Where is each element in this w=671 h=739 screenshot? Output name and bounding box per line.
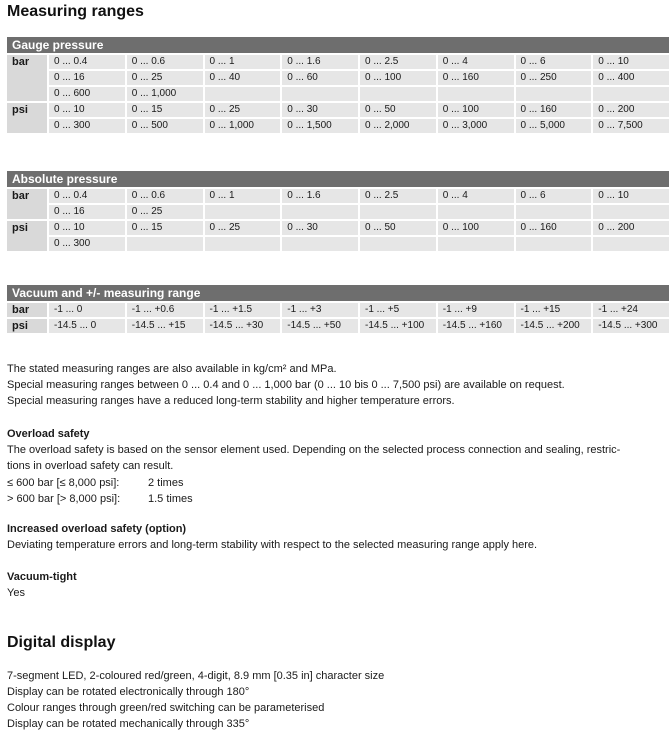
range-cell: 0 ... 250: [514, 69, 592, 85]
range-cell: [591, 235, 669, 251]
overload-row-2-value: 1.5 times: [148, 493, 193, 505]
range-cell: -1 ... +3: [280, 301, 358, 317]
range-cell: 0 ... 100: [358, 69, 436, 85]
overload-safety-title: Overload safety: [7, 428, 90, 440]
range-cell: -14.5 ... +100: [358, 317, 436, 333]
range-cell: 0 ... 16: [47, 203, 125, 219]
unit-label: bar: [7, 53, 47, 101]
range-cell: 0 ... 10: [47, 219, 125, 235]
absolute-pressure-table: [7, 171, 669, 251]
range-cell: 0 ... 25: [203, 219, 281, 235]
gauge-pressure-header: Gauge pressure: [7, 37, 669, 53]
range-cell: 0 ... 16: [47, 69, 125, 85]
unit-label: psi: [7, 219, 47, 251]
overload-row-1-value: 2 times: [148, 477, 184, 489]
unit-label: psi: [7, 101, 47, 133]
range-cell: 0 ... 1,500: [280, 117, 358, 133]
range-cell: [436, 235, 514, 251]
range-cell: [436, 203, 514, 219]
range-cell: [280, 203, 358, 219]
range-cell: -1 ... +0.6: [125, 301, 203, 317]
range-cell: 0 ... 6: [514, 53, 592, 69]
range-cell: [514, 85, 592, 101]
vacuum-range-grid: [7, 301, 669, 333]
display-line-3: Colour ranges through green/red switching can be parameterised: [7, 702, 325, 714]
range-cell: 0 ... 100: [436, 101, 514, 117]
range-cell: 0 ... 40: [203, 69, 281, 85]
range-cell: 0 ... 6: [514, 187, 592, 203]
range-cell: 0 ... 500: [125, 117, 203, 133]
range-cell: [280, 85, 358, 101]
range-cell: 0 ... 0.4: [47, 187, 125, 203]
range-cell: 0 ... 2,000: [358, 117, 436, 133]
range-cell: 0 ... 0.4: [47, 53, 125, 69]
note-special-stability: Special measuring ranges have a reduced long-term stability and higher temperature errors.: [7, 395, 455, 407]
gauge-pressure-grid: [7, 53, 669, 133]
range-cell: 0 ... 4: [436, 187, 514, 203]
range-cell: 0 ... 3,000: [436, 117, 514, 133]
range-cell: [591, 203, 669, 219]
range-cell: [203, 85, 281, 101]
range-cell: -1 ... +24: [591, 301, 669, 317]
display-line-2: Display can be rotated electronically through 180°: [7, 686, 250, 698]
range-cell: 0 ... 200: [591, 101, 669, 117]
range-cell: 0 ... 1.6: [280, 53, 358, 69]
range-cell: 0 ... 100: [436, 219, 514, 235]
range-cell: [203, 203, 281, 219]
range-cell: 0 ... 200: [591, 219, 669, 235]
gauge-pressure-table: [7, 37, 669, 133]
range-cell: -14.5 ... +30: [203, 317, 281, 333]
range-cell: 0 ... 10: [47, 101, 125, 117]
range-cell: 0 ... 5,000: [514, 117, 592, 133]
range-cell: 0 ... 160: [514, 101, 592, 117]
range-cell: 0 ... 60: [280, 69, 358, 85]
overload-row-1: [7, 475, 667, 491]
range-cell: 0 ... 25: [125, 69, 203, 85]
range-cell: [514, 203, 592, 219]
range-cell: -1 ... +9: [436, 301, 514, 317]
range-cell: -1 ... 0: [47, 301, 125, 317]
range-cell: 0 ... 1,000: [203, 117, 281, 133]
range-cell: -1 ... +15: [514, 301, 592, 317]
range-cell: 0 ... 1,000: [125, 85, 203, 101]
range-cell: 0 ... 50: [358, 219, 436, 235]
range-cell: 0 ... 30: [280, 101, 358, 117]
vacuum-range-table: [7, 285, 669, 333]
overload-safety-line2: tions in overload safety can result.: [7, 460, 174, 472]
range-cell: 0 ... 300: [47, 117, 125, 133]
range-cell: [280, 235, 358, 251]
range-cell: 0 ... 4: [436, 53, 514, 69]
range-cell: [514, 235, 592, 251]
vacuum-tight-title: Vacuum-tight: [7, 571, 77, 583]
vacuum-range-header: Vacuum and +/- measuring range: [7, 285, 669, 301]
range-cell: 0 ... 160: [514, 219, 592, 235]
measuring-ranges-title: Measuring ranges: [7, 3, 144, 20]
range-cell: 0 ... 25: [203, 101, 281, 117]
unit-label: bar: [7, 301, 47, 317]
increased-overload-text: Deviating temperature errors and long-term stability with respect to the selected measuring range apply here.: [7, 539, 538, 551]
range-cell: [436, 85, 514, 101]
range-cell: [125, 235, 203, 251]
range-cell: 0 ... 1.6: [280, 187, 358, 203]
range-cell: [358, 85, 436, 101]
range-cell: 0 ... 25: [125, 203, 203, 219]
absolute-pressure-grid: [7, 187, 669, 251]
range-cell: [358, 203, 436, 219]
range-cell: 0 ... 7,500: [591, 117, 669, 133]
display-line-1: 7-segment LED, 2-coloured red/green, 4-digit, 8.9 mm [0.35 in] character size: [7, 670, 385, 682]
range-cell: [591, 85, 669, 101]
display-line-4: Display can be rotated mechanically through 335°: [7, 718, 250, 730]
note-special-ranges: Special measuring ranges between 0 ... 0.4 and 0 ... 1,000 bar (0 ... 10 bis 0 ... 7,500 psi) are available on request.: [7, 379, 565, 391]
range-cell: 0 ... 0.6: [125, 187, 203, 203]
range-cell: -1 ... +5: [358, 301, 436, 317]
unit-label: bar: [7, 187, 47, 219]
range-cell: -1 ... +1.5: [203, 301, 281, 317]
range-cell: [203, 235, 281, 251]
range-cell: 0 ... 15: [125, 219, 203, 235]
range-cell: -14.5 ... +50: [280, 317, 358, 333]
range-cell: -14.5 ... +200: [514, 317, 592, 333]
range-cell: 0 ... 1: [203, 53, 281, 69]
range-cell: 0 ... 10: [591, 53, 669, 69]
increased-overload-title: Increased overload safety (option): [7, 523, 187, 535]
range-cell: 0 ... 2.5: [358, 53, 436, 69]
range-cell: -14.5 ... 0: [47, 317, 125, 333]
range-cell: 0 ... 400: [591, 69, 669, 85]
range-cell: 0 ... 30: [280, 219, 358, 235]
range-cell: 0 ... 0.6: [125, 53, 203, 69]
range-cell: 0 ... 50: [358, 101, 436, 117]
overload-row-2: [7, 491, 667, 507]
range-cell: 0 ... 160: [436, 69, 514, 85]
note-units: The stated measuring ranges are also available in kg/cm² and MPa.: [7, 363, 337, 375]
range-cell: -14.5 ... +160: [436, 317, 514, 333]
range-cell: [358, 235, 436, 251]
overload-row-1-key: ≤ 600 bar [≤ 8,000 psi]:: [7, 477, 120, 489]
overload-safety-line1: The overload safety is based on the sensor element used. Depending on the selected process connection and sealing, restric-: [7, 444, 621, 456]
digital-display-title: Digital display: [7, 634, 116, 651]
range-cell: 0 ... 600: [47, 85, 125, 101]
range-cell: 0 ... 300: [47, 235, 125, 251]
range-cell: 0 ... 1: [203, 187, 281, 203]
vacuum-tight-value: Yes: [7, 587, 25, 599]
unit-label: psi: [7, 317, 47, 333]
range-cell: 0 ... 10: [591, 187, 669, 203]
absolute-pressure-header: Absolute pressure: [7, 171, 669, 187]
range-cell: -14.5 ... +15: [125, 317, 203, 333]
range-cell: 0 ... 2.5: [358, 187, 436, 203]
range-cell: 0 ... 15: [125, 101, 203, 117]
range-cell: -14.5 ... +300: [591, 317, 669, 333]
overload-row-2-key: > 600 bar [> 8,000 psi]:: [7, 493, 121, 505]
